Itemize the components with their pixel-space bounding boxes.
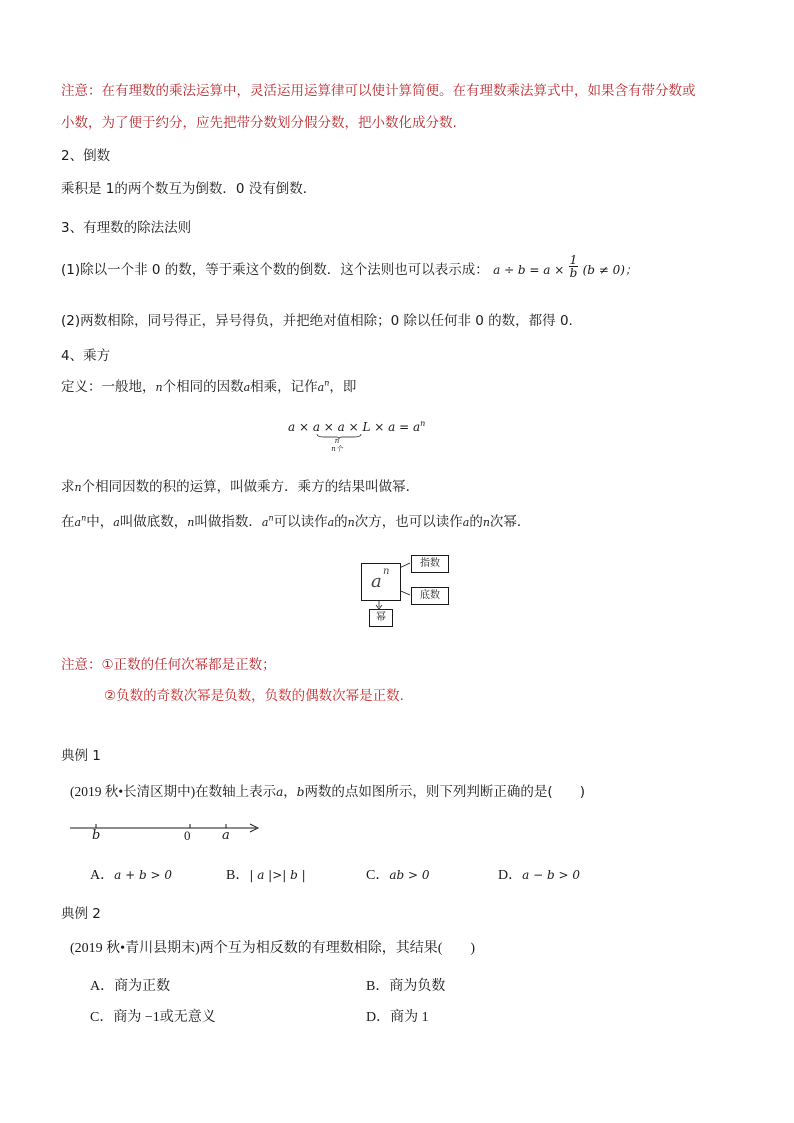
division-formula-left: a ÷ b = a ×: [493, 263, 565, 277]
label-power: 幂: [369, 609, 393, 627]
power-definition-prefix: 定义：一般地，: [61, 379, 156, 395]
fraction-denominator: b: [569, 265, 578, 280]
var-a: a: [243, 381, 251, 394]
numberline-label-b: b: [92, 828, 101, 843]
power-definition-mid-2: 相乘，记作: [250, 379, 318, 395]
example-2-title: 典例 2: [61, 906, 101, 922]
option-letter: D．: [498, 868, 523, 883]
power-definition: [61, 375, 356, 395]
power-description-1: [61, 475, 419, 495]
example-1-title: 典例 1: [61, 748, 101, 764]
desc-2-mid-4: 可以读作: [273, 514, 328, 530]
power-box: [361, 563, 401, 601]
note-1-line-2: 小数，为了便于约分，应先把带分数划分假分数，把小数化成分数.: [61, 115, 457, 131]
power-exponent: n: [81, 513, 87, 523]
option-letter: C．: [366, 868, 390, 883]
label-base: 底数: [411, 587, 449, 605]
division-rule-1-text: (1)除以一个非 0 的数，等于乘这个数的倒数．这个法则也可以表示成：: [61, 262, 489, 278]
example-1-question: [70, 780, 585, 800]
example-1-option-b[interactable]: [226, 864, 306, 884]
power-base: a: [74, 516, 82, 529]
power-definition-mid-1: 个相同的因数: [162, 379, 244, 395]
power-base: a: [317, 381, 325, 394]
example-2-option-b[interactable]: [366, 975, 445, 995]
section-2-text: 乘积是 1的两个数互为倒数．0 没有倒数．: [61, 181, 317, 197]
label-exponent: 指数: [411, 555, 449, 573]
diagram-exponent: n: [383, 566, 390, 577]
desc-2-suffix: 次幂．: [489, 514, 531, 530]
power-formula-text: a × a × a × L × a = a: [288, 420, 421, 434]
desc-2-mid-1: 中，: [86, 514, 114, 530]
division-fraction: [569, 254, 579, 279]
desc-2-mid-7: 的: [469, 514, 483, 530]
var-n: n: [347, 516, 355, 529]
option-letter: D．: [366, 1010, 391, 1025]
section-2-heading: 2、倒数: [61, 148, 111, 164]
var-n: n: [155, 381, 163, 394]
underbrace-label: [330, 437, 344, 453]
option-text: ab > 0: [389, 868, 430, 882]
option-letter: B．: [366, 979, 390, 994]
desc-2-mid-2: 叫做底数，: [119, 514, 188, 530]
example-2-option-c[interactable]: [90, 1006, 216, 1026]
example-1-option-d[interactable]: [498, 864, 580, 884]
option-text: 商为正数: [114, 979, 171, 994]
option-text: 商为 1: [390, 1010, 429, 1025]
power-formula-exponent: n: [420, 419, 426, 428]
desc-2-mid-3: 叫做指数．: [194, 514, 262, 530]
numberline-label-a: a: [222, 828, 230, 843]
option-text: a + b > 0: [114, 868, 172, 882]
note-1-line-1: 注意：在有理数的乘法运算中，灵活运用运算律可以使计算简便。在有理数乘法算式中，如果含有带分数或: [61, 83, 696, 99]
option-text: a − b > 0: [522, 868, 580, 882]
underbrace-n: n: [334, 437, 340, 445]
power-exponent: n: [268, 513, 274, 523]
note-2-line-2: ②负数的奇数次幂是负数，负数的偶数次幂是正数.: [104, 688, 404, 704]
example-1-option-a[interactable]: [90, 864, 172, 884]
underbrace-count: n个: [331, 445, 343, 453]
option-text: 商为负数: [389, 979, 446, 994]
option-letter: A．: [90, 979, 115, 994]
division-rule-1: [61, 252, 637, 280]
desc-2-prefix: 在: [61, 514, 75, 530]
diagram-base: a: [371, 571, 382, 592]
power-formula: [288, 419, 425, 434]
section-4-heading: 4、乘方: [61, 348, 111, 364]
division-rule-2: (2)两数相除，同号得正，异号得负，并把绝对值相除；0 除以任何非 0 的数，都得 0.: [61, 313, 573, 329]
option-letter: C．: [90, 1010, 114, 1025]
note-2-line-1: 注意：①正数的任何次幂都是正数；: [61, 657, 276, 673]
desc-2-mid-6: 次方，也可以读作: [354, 514, 463, 530]
example-2-option-a[interactable]: [90, 975, 170, 995]
desc-1-prefix: 求: [61, 479, 75, 495]
desc-1-suffix: 个相同因数的积的运算，叫做乘方．乘方的结果叫做幂．: [81, 479, 420, 495]
option-letter: B．: [226, 868, 250, 883]
var-a: a: [327, 516, 335, 529]
desc-2-mid-5: 的: [334, 514, 348, 530]
example-2-option-d[interactable]: [366, 1006, 429, 1026]
section-3-heading: 3、有理数的除法法则: [61, 220, 192, 236]
fraction-numerator: 1: [569, 252, 578, 267]
option-text: 商为 −1或无意义: [113, 1010, 216, 1025]
question-prefix: (2019 秋•长清区期中)在数轴上表示: [70, 784, 277, 799]
division-condition: (b ≠ 0)；: [582, 263, 637, 277]
var-a: a: [276, 785, 284, 799]
power-exponent: n: [324, 378, 330, 388]
question-suffix: 两数的点如图所示，则下列判断正确的是( ): [304, 784, 585, 800]
option-letter: A．: [90, 868, 115, 883]
power-description-2: [61, 510, 530, 530]
example-1-option-c[interactable]: [366, 864, 430, 884]
var-n: n: [74, 481, 82, 494]
var-b: b: [296, 785, 305, 799]
option-text: | a |>| b |: [249, 868, 306, 882]
numberline-label-0: 0: [184, 828, 191, 843]
question-mid: ，: [283, 784, 297, 800]
var-a: a: [113, 516, 120, 529]
power-definition-suffix: ，即: [329, 379, 357, 395]
var-n: n: [187, 516, 195, 529]
var-n: n: [482, 516, 490, 529]
var-a: a: [462, 516, 470, 529]
example-2-question: (2019 秋•青川县期末)两个互为相反数的有理数相除，其结果( ): [70, 941, 476, 956]
power-base: a: [261, 516, 269, 529]
